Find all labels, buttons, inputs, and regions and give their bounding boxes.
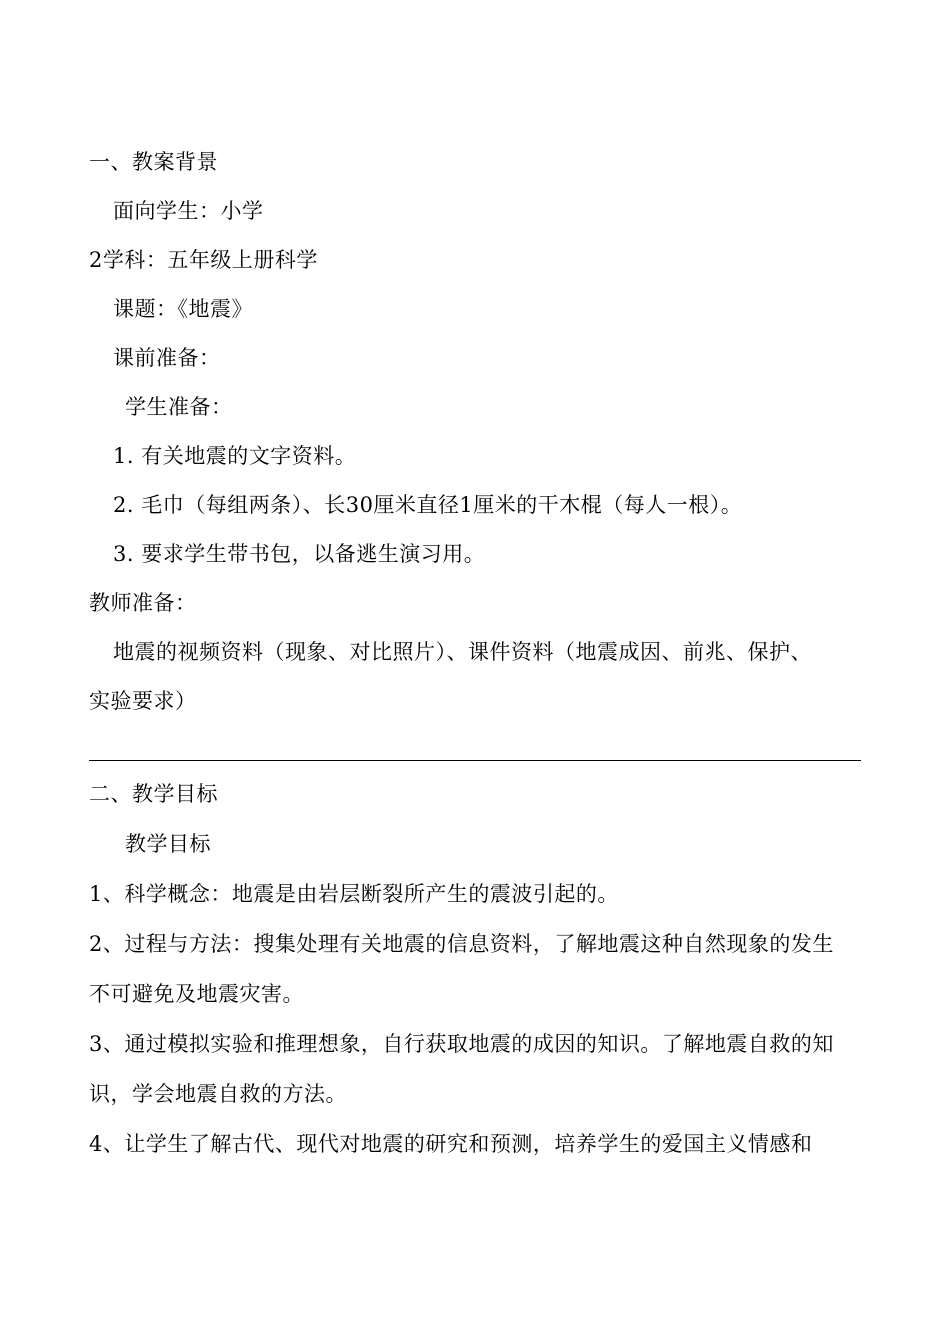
goal-line-5: 识，学会地震自救的方法。 [89,1082,347,1106]
goal-line-1: 1、科学概念：地震是由岩层断裂所产生的震波引起的。 [89,882,619,906]
student-prep-item-3: 3. 要求学生带书包，以备逃生演习用。 [113,542,486,566]
goal-line-3: 不可避免及地震灾害。 [89,982,304,1006]
student-prep-item-2: 2. 毛巾（每组两条）、长30厘米直径1厘米的干木棍（每人一根）。 [113,493,743,517]
goal-line-2: 2、过程与方法：搜集处理有关地震的信息资料，了解地震这种自然现象的发生 [89,932,834,956]
student-prep-label: 学生准备： [125,395,233,419]
audience-line: 面向学生：小学 [113,199,264,223]
section-1-heading: 一、教案背景 [89,150,218,174]
subject-line: 2学科：五年级上册科学 [89,248,318,272]
teacher-prep-text-line-2: 实验要求） [89,689,197,713]
section-divider [89,760,861,761]
teacher-prep-label: 教师准备： [89,591,197,615]
section-2-subheading: 教学目标 [125,832,211,856]
topic-line: 课题：《地震》 [113,297,253,321]
goal-line-6: 4、让学生了解古代、现代对地震的研究和预测，培养学生的爱国主义情感和 [89,1132,813,1156]
student-prep-item-1: 1. 有关地震的文字资料。 [113,444,357,468]
prep-label: 课前准备： [113,346,221,370]
section-2-heading: 二、教学目标 [89,782,218,806]
teacher-prep-text-line-1: 地震的视频资料（现象、对比照片）、课件资料（地震成因、前兆、保护、 [113,640,812,664]
goal-line-4: 3、通过模拟实验和推理想象，自行获取地震的成因的知识。了解地震自救的知 [89,1032,834,1056]
